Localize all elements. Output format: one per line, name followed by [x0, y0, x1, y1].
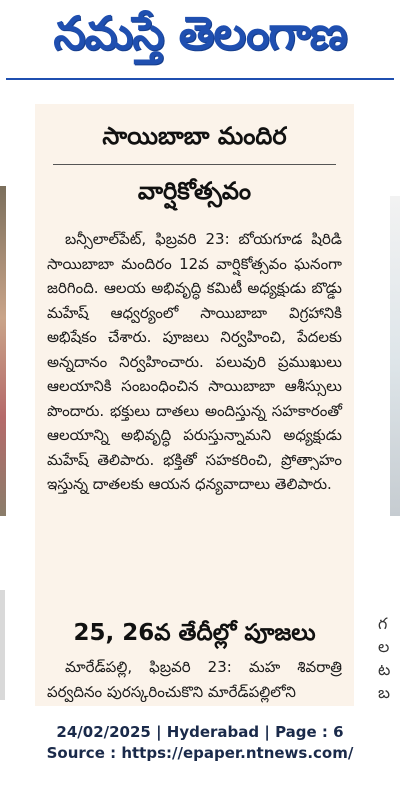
adjacent-photo-right — [390, 196, 400, 516]
article-body: బన్సీలాల్‌పేట్, ఫిబ్రవరి 23: బోయగూడ షిరిడి సాయిబాబా మందిరం 12వ వార్షికోత్సవం ఘనంగా జరిగింది. ఆలయ అభివృద్ధి కమిటీ అధ్యక్షుడు బొడ్డు మహేష్ ఆధ్వర్యంలో సాయిబాబా విగ్రహానికి అభిషేకం చేశారు. పూజలు నిర్వహించి, పేదలకు అన్నదానం నిర్వహించారు. పలువురి ప్రముఖులు ఆలయానికి సంబంధించిన సాయిబాబా ఆశీస్సులు పొందారు. భక్తులు దాతలు అందిస్తున్న సహకారంతో ఆలయాన్ని అభివృద్ధి పరుస్తున్నామని అధ్యక్షుడు మహేష్ తెలిపారు. భక్తితో సహకరించి, ప్రోత్సాహం ఇస్తున్న దాతలకు ఆయన ధన్యవాదాలు తెలిపారు. — [47, 230, 342, 493]
headline-line-1: సాయిబాబా మందిర — [102, 122, 287, 150]
news-article — [35, 104, 354, 706]
headline-line-2: వార్షికోత్సవం — [137, 177, 252, 205]
source-link[interactable]: Source : https://epaper.ntnews.com/ — [46, 744, 354, 762]
adjacent-article-fragment: గ ల ట బ — [378, 614, 391, 702]
date-location-page: 24/02/2025 | Hyderabad | Page : 6 — [56, 723, 344, 741]
headline-divider — [53, 164, 336, 165]
adjacent-photo-left — [0, 186, 6, 516]
masthead — [0, 0, 400, 78]
second-article-body: మారేడ్‌పల్లి, ఫిబ్రవరి 23: మహ శివరాత్రి పర్వదినం పురస్కరించుకొని మారేడ్‌పల్లిలోని — [47, 658, 342, 701]
sub-headline: 25, 26వ తేదీల్లో పూజలు — [73, 620, 316, 646]
masthead-divider — [6, 78, 394, 80]
adjacent-column-left — [0, 590, 5, 700]
clipping-footer — [0, 722, 400, 764]
newspaper-title: నమస్తే తెలంగాణ — [53, 6, 347, 60]
